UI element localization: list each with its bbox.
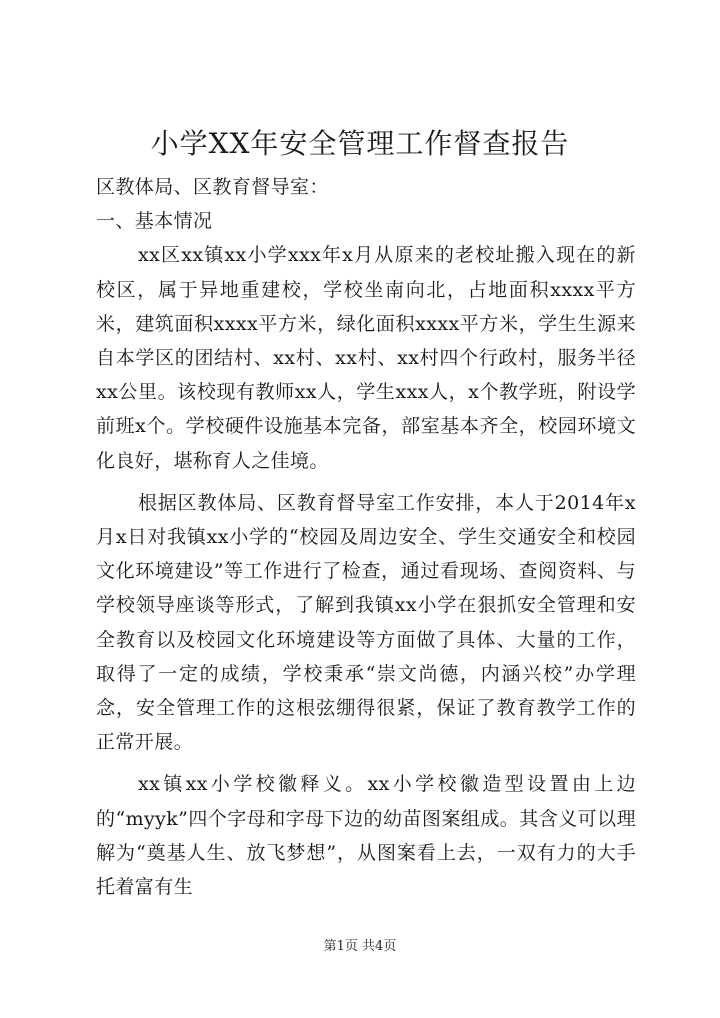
document-title: 小学XX年安全管理工作督查报告 [150,127,570,160]
paragraph-school-emblem: xx镇xx小学校徽释义。xx小学校徽造型设置由上边的“myyk”四个字母和字母下边的幼苗图案组成。其含义可以理解为“奠基人生、放飞梦想”，从图案看上去，一双有力的大手托着富有生 [96,773,636,899]
salutation: 区教体局、区教育督导室： [96,176,329,198]
paragraph-basic-info: xx区xx镇xx小学xxx年x月从原来的老校址搬入现在的新校区，属于异地重建校，学校坐南向北，占地面积xxxx平方米，建筑面积xxxx平方米，绿化面积xxxx平方米，学生生源来自本学区的团结村、xx村、xx村、xx村四个行政村，服务半径xx公里。该校现有教师xx人，学生xxx人，x个教学班，附设学前班x个。学校硬件设施基本完备，部室基本齐全，校园环境文化良好，堪称育人之佳境。 [96,244,636,472]
section-heading: 一、基本情况 [96,210,213,233]
page-footer: 第1页 共4页 [323,939,397,954]
document-body [96,170,636,904]
paragraph-inspection: 根据区教体局、区教育督导室工作安排，本人于2014年x月x日对我镇xx小学的“校园及周边安全、学生交通安全和校园文化环境建设”等工作进行了检查，通过看现场、查阅资料、与学校领导座谈等形式，了解到我镇xx小学在狠抓安全管理和安全教育以及校园文化环境建设等方面做了具体、大量的工作，取得了一定的成绩，学校秉承“崇文尚德，内涵兴校”办学理念，安全管理工作的这根弦绷得很紧，保证了教育教学工作的正常开展。 [96,491,636,754]
